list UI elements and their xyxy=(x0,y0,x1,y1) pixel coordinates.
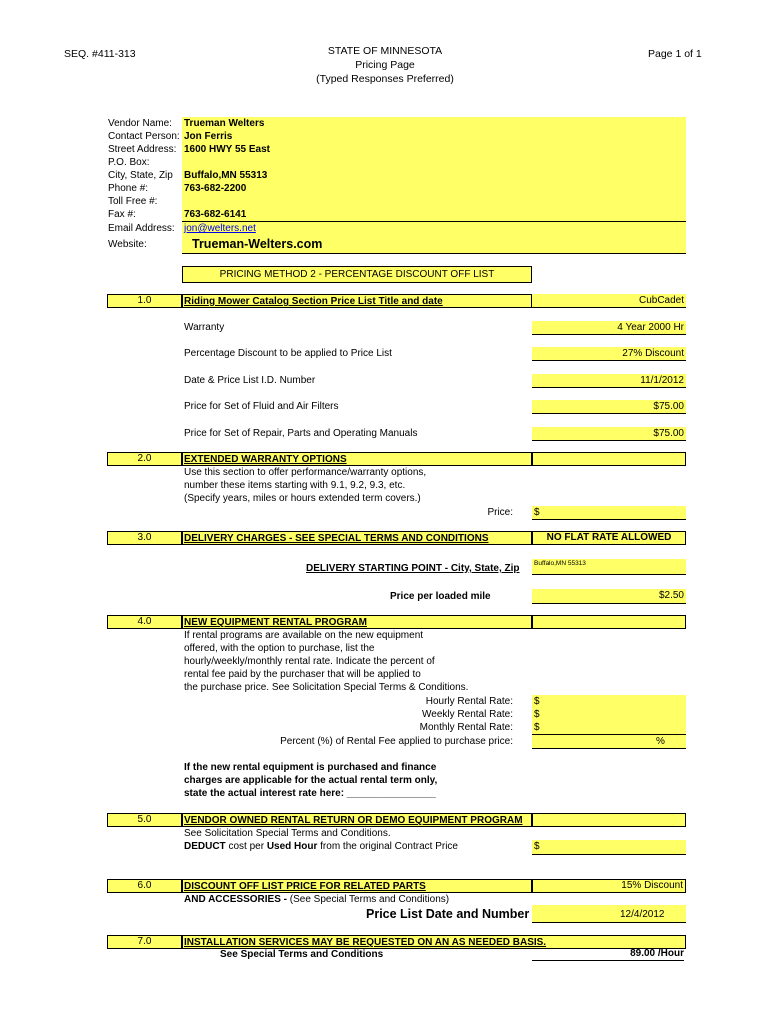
section-7-title: INSTALLATION SERVICES MAY BE REQUESTED ON AN AS NEEDED BASIS. xyxy=(184,937,547,948)
discount-value[interactable]: 27% Discount xyxy=(532,347,686,361)
phone-label: Phone #: xyxy=(108,183,149,194)
section-2-line-1: Use this section to offer performance/warranty options, xyxy=(184,467,427,478)
section-4-line-1: If rental programs are available on the new equipment xyxy=(184,630,424,641)
street-label: Street Address: xyxy=(108,144,177,155)
state-title: STATE OF MINNESOTA xyxy=(327,45,443,57)
city-field[interactable] xyxy=(182,169,686,183)
price-label: Price: xyxy=(487,507,513,518)
deduct-text-2: from the original Contract Price xyxy=(317,841,458,852)
delivery-start-field[interactable] xyxy=(532,559,686,575)
street-value: 1600 HWY 55 East xyxy=(184,144,270,155)
monthly-label: Monthly Rental Rate: xyxy=(419,722,513,733)
weekly-label: Weekly Rental Rate: xyxy=(422,709,513,720)
page-title: Pricing Page xyxy=(355,59,415,71)
section-4-title-box xyxy=(182,615,532,629)
section-4-line-2: offered, with the option to purchase, list the xyxy=(184,643,375,654)
weekly-dollar: $ xyxy=(534,709,540,720)
section-7-sub: See Special Terms and Conditions xyxy=(220,949,384,960)
monthly-dollar: $ xyxy=(534,722,540,733)
vendor-name-label: Vendor Name: xyxy=(108,118,172,129)
email-field[interactable] xyxy=(182,222,686,236)
hourly-label: Hourly Rental Rate: xyxy=(425,696,513,707)
fax-value: 763-682-6141 xyxy=(184,209,247,220)
website-value: Trueman-Welters.com xyxy=(192,237,323,251)
fax-label: Fax #: xyxy=(108,209,136,220)
section-3-number: 3.0 xyxy=(107,531,182,545)
contact-field[interactable] xyxy=(182,130,686,144)
used-hour-bold: Used Hour xyxy=(266,841,318,852)
section-2-title: EXTENDED WARRANTY OPTIONS xyxy=(184,454,347,465)
parts-discount-value[interactable]: 15% Discount xyxy=(532,879,686,893)
monthly-field[interactable] xyxy=(532,721,686,735)
accessories-bold: AND ACCESSORIES - xyxy=(184,894,287,905)
price-list-date-label: Price List Date and Number xyxy=(366,907,530,921)
email-label: Email Address: xyxy=(108,223,175,234)
website-field[interactable] xyxy=(182,235,686,254)
hourly-field[interactable] xyxy=(532,695,686,709)
section-1-number: 1.0 xyxy=(107,294,182,308)
section-5-value-box[interactable] xyxy=(532,813,686,827)
percent-label: Percent (%) of Rental Fee applied to purchase price: xyxy=(280,736,513,747)
hourly-dollar: $ xyxy=(534,696,540,707)
loaded-mile-label: Price per loaded mile xyxy=(390,591,491,602)
installation-rate-value[interactable]: 89.00 /Hour xyxy=(532,947,684,961)
weekly-field[interactable] xyxy=(532,708,686,722)
contact-value: Jon Ferris xyxy=(184,131,233,142)
fax-field[interactable] xyxy=(182,208,686,222)
street-field[interactable] xyxy=(182,143,686,157)
vendor-name-value: Trueman Welters xyxy=(184,118,265,129)
section-6-number: 6.0 xyxy=(107,879,182,893)
section-6-sub xyxy=(184,893,449,906)
delivery-start-label xyxy=(306,562,520,575)
phone-field[interactable] xyxy=(182,182,686,196)
section-5-title-box xyxy=(182,813,532,827)
section-4-line-4: rental fee paid by the purchaser that will be applied to xyxy=(184,669,421,680)
section-6-title: DISCOUNT OFF LIST PRICE FOR RELATED PARTS xyxy=(184,881,426,892)
filters-value[interactable]: $75.00 xyxy=(532,400,686,414)
contact-label: Contact Person: xyxy=(108,131,180,142)
deduct-field[interactable] xyxy=(532,840,686,855)
price-list-date-value: 12/4/2012 xyxy=(620,909,665,920)
section-3-title: DELIVERY CHARGES - SEE SPECIAL TERMS AND CONDITIONS xyxy=(184,533,489,544)
percent-sign: % xyxy=(656,736,665,747)
price-list-date-field[interactable] xyxy=(532,905,686,923)
po-field[interactable] xyxy=(182,156,686,170)
deduct-dollar: $ xyxy=(534,841,540,852)
section-1-title-box xyxy=(182,294,532,308)
section-6-title-box xyxy=(182,879,532,893)
pricing-method-title: PRICING METHOD 2 - PERCENTAGE DISCOUNT OFF LIST xyxy=(182,266,532,283)
section-3-title-box xyxy=(182,531,532,545)
delivery-start-value: Buffalo,MN 55313 xyxy=(534,560,586,567)
section-5-number: 5.0 xyxy=(107,813,182,827)
manuals-value[interactable]: $75.00 xyxy=(532,427,686,441)
delivery-start-text: DELIVERY STARTING POINT - City, State, Zip xyxy=(306,563,520,574)
tollfree-label: Toll Free #: xyxy=(108,196,158,207)
dollar-sign: $ xyxy=(534,507,540,518)
deduct-text-1: cost per xyxy=(225,841,267,852)
section-4-line-5: the purchase price. See Solicitation Special Terms & Conditions. xyxy=(184,682,469,693)
section-4-number: 4.0 xyxy=(107,615,182,629)
warranty-label: Warranty xyxy=(184,322,225,333)
email-link[interactable]: jon@welters.net xyxy=(184,223,256,234)
extended-warranty-price-field[interactable] xyxy=(532,506,686,520)
typed-note: (Typed Responses Preferred) xyxy=(316,73,454,85)
catalog-value[interactable]: CubCadet xyxy=(532,294,686,308)
finance-line-1: If the new rental equipment is purchased and finance xyxy=(184,762,437,773)
website-label: Website: xyxy=(108,239,147,250)
discount-label: Percentage Discount to be applied to Price List xyxy=(184,348,392,359)
section-5-title: VENDOR OWNED RENTAL RETURN OR DEMO EQUIPMENT PROGRAM xyxy=(184,815,523,826)
page-number: Page 1 of 1 xyxy=(648,48,702,60)
city-label: City, State, Zip xyxy=(108,170,173,181)
section-2-title-box xyxy=(182,452,532,466)
phone-value: 763-682-2200 xyxy=(184,183,247,194)
loaded-mile-value[interactable]: $2.50 xyxy=(532,589,686,604)
percent-field[interactable] xyxy=(532,735,686,749)
section-7-number: 7.0 xyxy=(107,935,182,949)
city-value: Buffalo,MN 55313 xyxy=(184,170,268,181)
section-2-line-2: number these items starting with 9.1, 9.2, 9.3, etc. xyxy=(184,480,406,491)
po-label: P.O. Box: xyxy=(108,157,150,168)
warranty-value[interactable]: 4 Year 2000 Hr xyxy=(532,321,686,335)
flat-rate-notice: NO FLAT RATE ALLOWED xyxy=(532,531,686,545)
section-2-value-box[interactable] xyxy=(532,452,686,466)
section-4-value-box[interactable] xyxy=(532,615,686,629)
seq-number: SEQ. #411-313 xyxy=(64,48,136,60)
accessories-text: (See Special Terms and Conditions) xyxy=(286,894,450,905)
section-5-line-1: See Solicitation Special Terms and Conditions. xyxy=(184,828,391,839)
vendor-name-field[interactable] xyxy=(182,117,686,131)
tollfree-field[interactable] xyxy=(182,195,686,209)
section-2-number: 2.0 xyxy=(107,452,182,466)
finance-line-2: charges are applicable for the actual rental term only, xyxy=(184,775,438,786)
section-4-line-3: hourly/weekly/monthly rental rate. Indicate the percent of xyxy=(184,656,435,667)
section-1-title: Riding Mower Catalog Section Price List Title and date xyxy=(184,296,443,307)
manuals-label: Price for Set of Repair, Parts and Operating Manuals xyxy=(184,428,418,439)
filters-label: Price for Set of Fluid and Air Filters xyxy=(184,401,339,412)
finance-line-3: state the actual interest rate here: ________________ xyxy=(184,788,436,799)
section-4-title: NEW EQUIPMENT RENTAL PROGRAM xyxy=(184,617,367,628)
pricelist-date-value[interactable]: 11/1/2012 xyxy=(532,374,686,388)
deduct-line xyxy=(184,840,458,853)
pricelist-date-label: Date & Price List I.D. Number xyxy=(184,375,316,386)
deduct-bold: DEDUCT xyxy=(184,841,226,852)
section-2-line-3: (Specify years, miles or hours extended term covers.) xyxy=(184,493,421,504)
